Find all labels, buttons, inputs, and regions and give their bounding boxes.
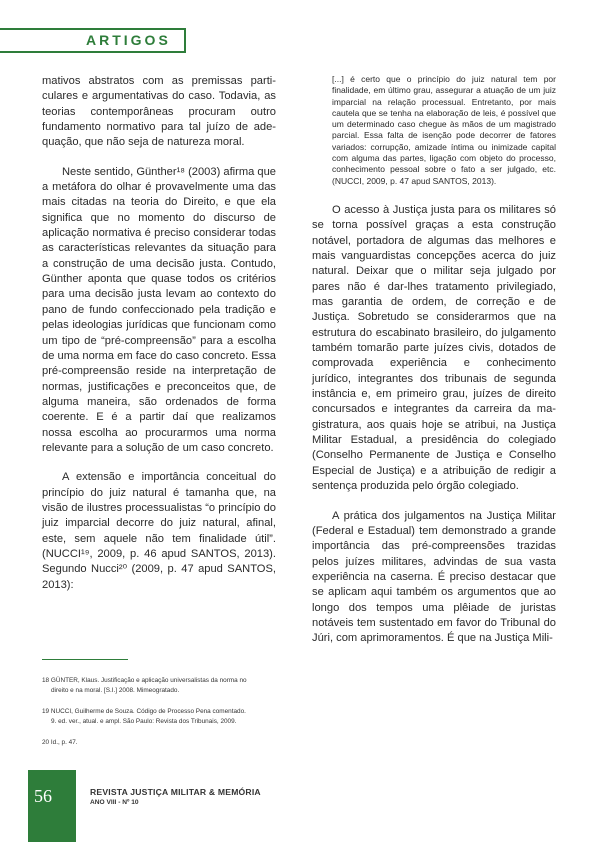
paragraph: A extensão e importância conceitual do princípio do juiz natural é tamanha que, na visão de ilustres processualistas “o princípio do juiz imparcial decorre do juiz natural, afinal, este, sem aquele não tem finalidade útil”. (NUCCI¹⁹, 2009, p. 46 apud SANTOS, 2013). Segundo Nucci²⁰ (2009, p. 47 apud SANTOS, 2013): [42, 471, 276, 591]
footnote-text: 18 GÜNTER, Klaus. Justificação e aplicação universalistas da norma no [42, 677, 247, 684]
paragraph: Neste sentido, Günther¹⁸ (2003) afirma que a metáfora do olhar é provavelmente uma das mais citadas na teoria do Direito, e que ela significa que no momento do discurso de aplicação normativa é preciso considerar todas as características relevantes da situação para a construção de uma decisão justa. Contudo, Günther aponta que quase todos os critérios para uma decisão justa levam ao contexto do pano de fundo confeccionado pela tradição e pelas ideologias jurídicas que funcionam como um tipo de “pré-compreensão” para a escolha de uma norma em face do caso concreto. Essa pré-compreensão reside na interpretação de normas, justificações e preconceitos que, de alguma maneira, são ordenados de forma coerente. E é a partir daí que realizamos nossa escolha ao procurarmos uma norma relevante para a solução de um caso concreto. [42, 165, 277, 454]
footnote-text: 19 NUCCI, Guilherme de Souza. Código de Processo Pena comentado. [42, 708, 246, 715]
footnote-18 [42, 676, 278, 695]
page-number: 56 [34, 786, 52, 806]
footnote-text: 9. ed. ver., atual. e ampl. São Paulo: Revista dos Tribunais, 2009. [51, 717, 237, 725]
footnote-divider [42, 659, 128, 660]
left-column [42, 74, 276, 593]
section-title: ARTIGOS [86, 32, 171, 48]
paragraph: A prática dos julgamentos na Justiça Militar (Federal e Estadual) tem demonstrado a grande importância das pré-compreensões trazidas pelos juízes militares, advindas de sua vasta experiência na caserna. É preciso destacar que se aplicam aqui também os argumentos que ao longo dos tempos uma plêiade de juristas notáveis tem sustentado em favor do Tribunal do Júri, com aprimoramentos. É que na Justiça Mili- [312, 509, 556, 645]
paragraph: O acesso à Justiça justa para os militares só se torna possível graças a esta construção notável, portadora de algumas das melhores e mais vanguardistas concepções acerca do juiz natural. Deixar que o militar seja julgado por pares não é dar-lhes tratamento privilegiado, mas garantia de ordem, de correção e de Justiça. Sobretudo se considerarmos que na estrutura do escabinato brasileiro, do julgamento também tomarão parte juízes civis, dotados de comprovada experiência e conhecimento jurídico, integrantes dos tribunais de segunda instância e, em primeiro grau, juízes de direito concursados e integrantes da carreira da magistratura, aos quais hoje se atribui, na Justiça Militar Estadual, a presidência do colegiado (Conselho Permanente de Justiça e Conselho Especial de Justiça) e a atribuição de redigir a sentença produzida pelo órgão colegiado. [312, 203, 556, 493]
footnote-text: direito e na moral. [S.I.] 2008. Mimeogratado. [51, 686, 180, 694]
footnote-19 [42, 707, 278, 726]
paragraph: mativos abstratos com as premissas particulares e argumentativas do caso. Todavia, as teorias contemporâneas procuram outro fundamento normativo para tal juízo de adequação, que não seja de natureza moral. [42, 75, 276, 149]
journal-title: REVISTA JUSTIÇA MILITAR & MEMÓRIA [90, 787, 261, 797]
block-quote: [...] é certo que o princípio do juiz natural tem por finalidade, em último grau, assegurar a atuação de um juiz imparcial na relação processual. Entretanto, por mais cautela que se tenha na elaboração de leis, é possível que um determinado caso chegue às mãos de um magistrado parcial. Essa falta de isenção pode decorrer de fatores variados: corrupção, amizade íntima ou inimizade capital com alguma das partes, ligação com objeto do processo, conhecimento pessoal sobre o fato a ser julgado, etc. (NUCCI, 2009, p. 47 apud SANTOS, 2013). [332, 74, 556, 186]
footnote-text: 20 Id., p. 47. [42, 739, 78, 746]
right-column [312, 74, 556, 647]
journal-issue: ANO VIII - Nº 10 [90, 799, 139, 806]
footnotes [42, 676, 278, 760]
footnote-20 [42, 738, 278, 748]
